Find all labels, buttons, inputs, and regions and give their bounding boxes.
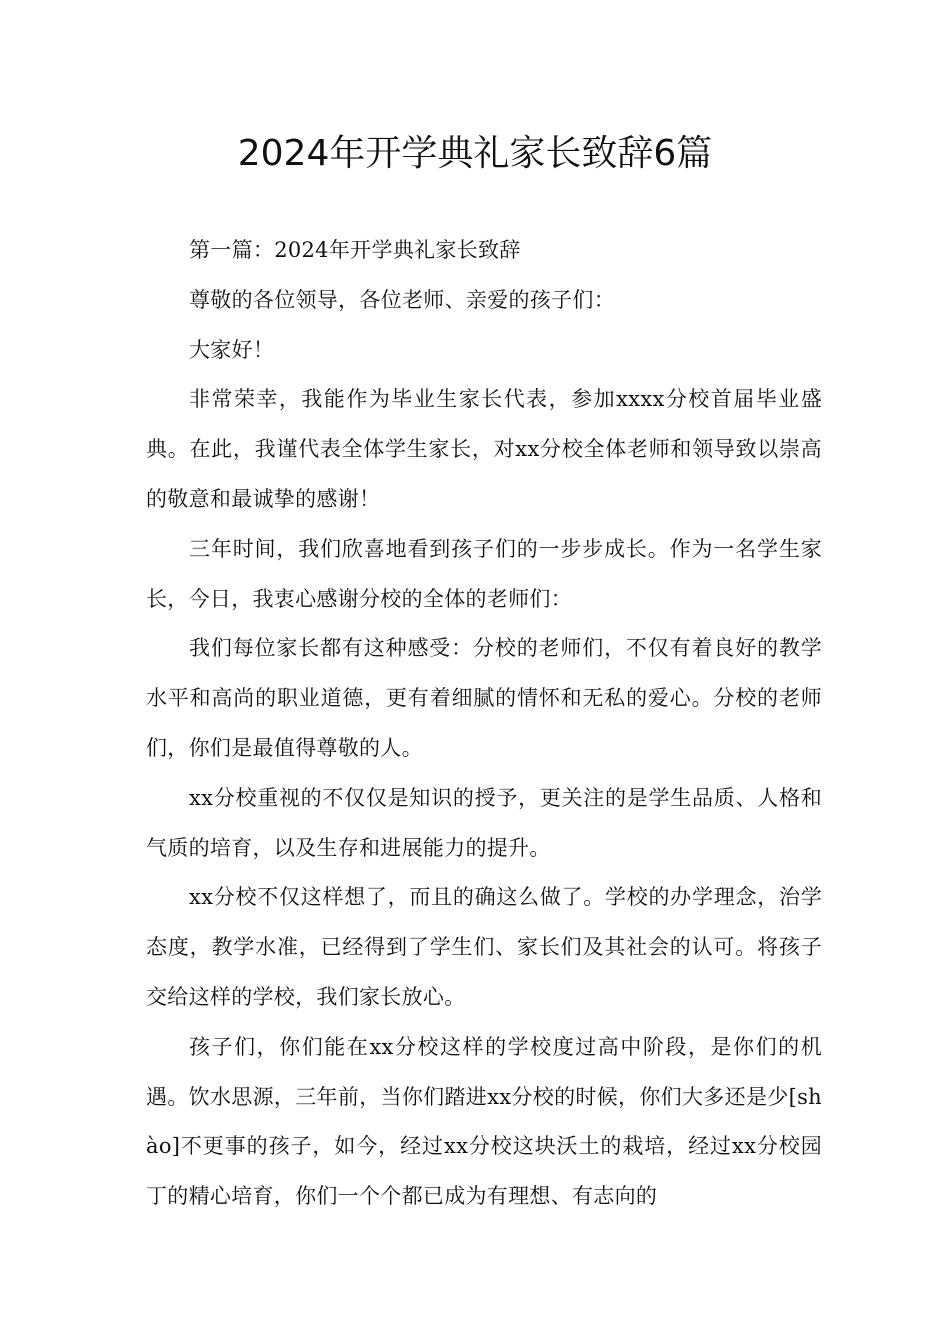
paragraph-4: 三年时间，我们欣喜地看到孩子们的一步步成长。作为一名学生家长，今日，我衷心感谢分校的全体的老师们： bbox=[146, 536, 822, 611]
paragraph-section-heading: 第一篇：2024年开学典礼家长致辞 bbox=[189, 238, 521, 262]
paragraph-6: xx分校重视的不仅仅是知识的授予，更关注的是学生品质、人格和气质的培育，以及生存和进展能力的提升。 bbox=[146, 785, 822, 860]
document-title: 2024年开学典礼家长致辞6篇 bbox=[237, 133, 713, 174]
paragraph-5: 我们每位家长都有这种感受：分校的老师们，不仅有着良好的教学水平和高尚的职业道德，更有着细腻的情怀和无私的爱心。分校的老师们，你们是最值得尊敬的人。 bbox=[146, 636, 822, 760]
document-body bbox=[146, 226, 822, 1222]
paragraph-greeting: 大家好！ bbox=[189, 337, 275, 362]
paragraph-8: 孩子们，你们能在xx分校这样的学校度过高中阶段，是你们的机遇。饮水思源，三年前，当你们踏进xx分校的时候，你们大多还是少[shào]不更事的孩子，如今，经过xx分校这块沃土的栽培，经过xx分校园丁的精心培育，你们一个个都已成为有理想、有志向的 bbox=[146, 1034, 822, 1209]
paragraph-7: xx分校不仅这样想了，而且的确这么做了。学校的办学理念，治学态度，教学水准，已经得到了学生们、家长们及其社会的认可。将孩子交给这样的学校，我们家长放心。 bbox=[146, 885, 822, 1009]
paragraph-salutation: 尊敬的各位领导，各位老师、亲爱的孩子们： bbox=[189, 287, 615, 312]
paragraph-3: 非常荣幸，我能作为毕业生家长代表，参加xxxx分校首届毕业盛典。在此，我谨代表全体学生家长，对xx分校全体老师和领导致以崇高的敬意和最诚挚的感谢！ bbox=[146, 387, 822, 511]
